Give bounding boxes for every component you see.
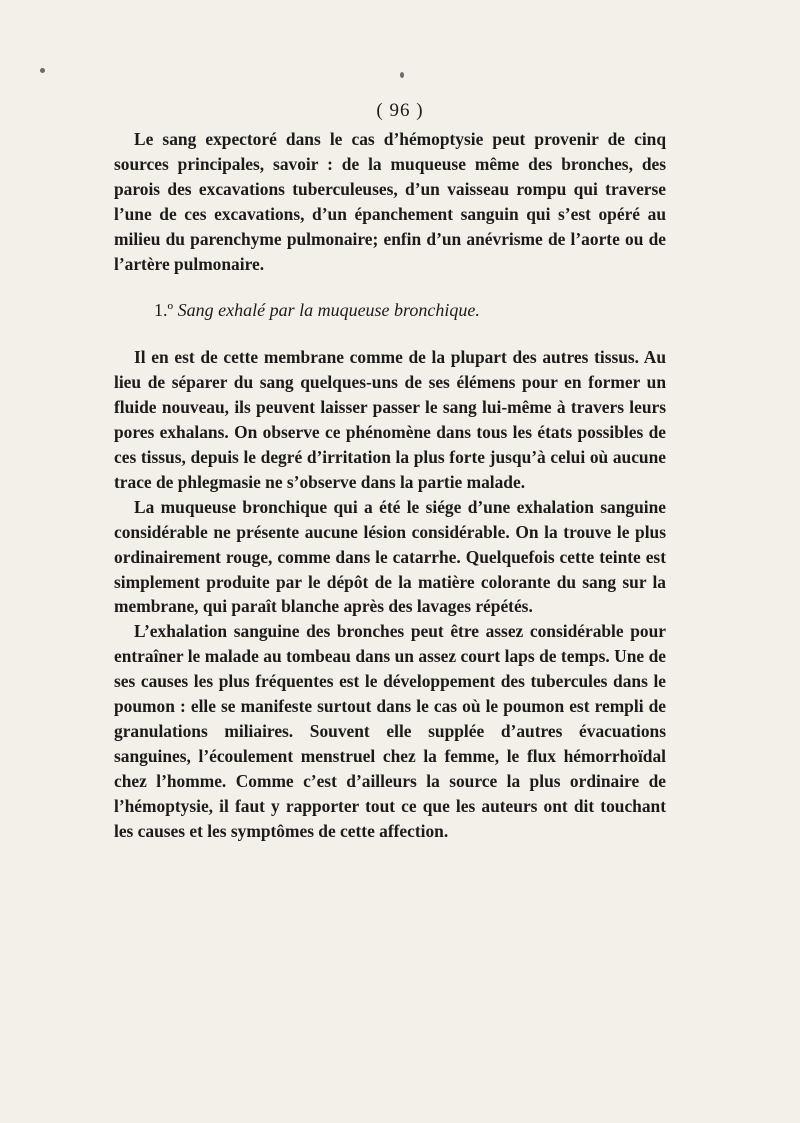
page-body [114, 127, 666, 843]
body-paragraph: La muqueuse bronchique qui a été le siége d’une exhalation sanguine considérable ne présente aucune lésion considérable. On la trouve le plus ordinairement rouge, comme dans le catarrhe. Quelquefois cette teinte est simplement produite par le dépôt de la matière colorante du sang sur la membrane, qui paraît blanche après des lavages répétés. [114, 496, 666, 617]
section-number: 1.º [154, 300, 174, 321]
body-paragraph: L’exhalation sanguine des bronches peut être assez considérable pour entraîner le malade au tombeau dans un assez court laps de temps. Une de ses causes les plus fréquentes est le développement des tubercules dans le poumon : elle se manifeste surtout dans le cas où le poumon est rempli de granulations miliaires. Souvent elle supplée d’autres évacuations sanguines, l’écoulement menstruel chez la femme, le flux hémorrhoïdal chez l’homme. Comme c’est d’ailleurs la source la plus ordinaire de l’hémoptysie, il faut y rapporter tout ce que les auteurs ont dit touchant les causes et les symptômes de cette affection. [114, 621, 666, 841]
section-title: Sang exhalé par la muqueuse bronchique. [177, 300, 480, 321]
page-number: ( 96 ) [376, 100, 424, 121]
section-heading [114, 298, 666, 323]
intro-paragraph: Le sang expectoré dans le cas d’hémoptysie peut provenir de cinq sources principales, savoir : de la muqueuse même des bronches, des parois des excavations tuberculeuses, d’un vaisseau rompu qui traverse l’une de ces excavations, d’un épanchement sanguin qui s’est opéré au milieu du parenchyme pulmonaire; enfin d’un anévrisme de l’aorte ou de l’artère pulmonaire. [114, 129, 666, 274]
ink-speck [40, 68, 45, 73]
body-paragraph: Il en est de cette membrane comme de la plupart des autres tissus. Au lieu de séparer du sang quelques-uns de ses élémens pour en former un fluide nouveau, ils peuvent laisser passer le sang lui-même à travers leurs pores exhalans. On observe ce phénomène dans tous les états possibles de ces tissus, depuis le degré d’irritation la plus forte jusqu’à celui où aucune trace de phlegmasie ne s’observe dans la partie malade. [114, 347, 666, 492]
ink-speck [400, 72, 404, 78]
